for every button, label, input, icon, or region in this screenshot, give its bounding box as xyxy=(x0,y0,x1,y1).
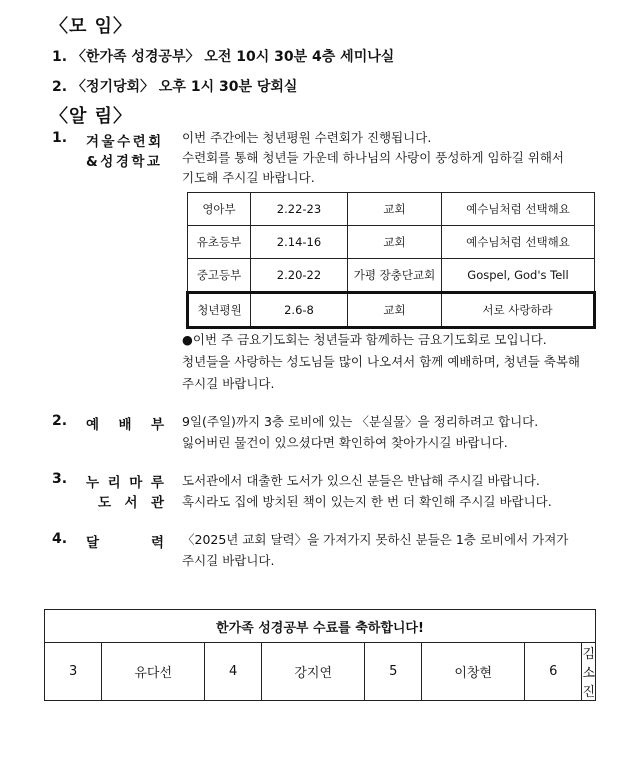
notice-2-line-1: 9일(주일)까지 3층 로비에 있는 〈분실물〉을 정리하려고 합니다. xyxy=(182,414,539,429)
notice-3-category-char: 마 xyxy=(129,475,143,491)
graduate-number: 5 xyxy=(365,643,422,701)
schedule-place: 교회 xyxy=(348,293,442,328)
schedule-dept: 중고등부 xyxy=(188,259,251,293)
schedule-theme: Gospel, God's Tell xyxy=(442,259,595,293)
schedule-dept: 청년평원 xyxy=(188,293,251,328)
graduate-number: 4 xyxy=(205,643,262,701)
table-row xyxy=(188,193,595,226)
notice-3-category-char: 리 xyxy=(107,475,121,491)
notice-3-category-char: 루 xyxy=(150,475,164,491)
notice-2-category-char: 예 xyxy=(86,417,100,433)
notice-1-number: 1. xyxy=(52,130,68,146)
table-row xyxy=(188,226,595,259)
table-row xyxy=(45,643,596,701)
schedule-date: 2.14-16 xyxy=(251,226,348,259)
notices-heading: 〈알 림〉 xyxy=(50,106,133,127)
schedule-date: 2.22-23 xyxy=(251,193,348,226)
notice-1-after-line-2: 청년들을 사랑하는 성도님들 많이 나오셔서 함께 예배하며, 청년들 축복해 xyxy=(182,354,581,369)
notice-2-line-2: 잃어버린 물건이 있으셨다면 확인하여 찾아가시길 바랍니다. xyxy=(182,435,508,450)
schedule-dept: 영아부 xyxy=(188,193,251,226)
schedule-theme: 서로 사랑하라 xyxy=(442,293,595,328)
schedule-place: 교회 xyxy=(348,226,442,259)
notice-4-category-char: 달 xyxy=(86,535,100,551)
schedule-date: 2.6-8 xyxy=(251,293,348,328)
gathering-item-1: 1. 〈한가족 성경공부〉 오전 10시 30분 4층 세미나실 xyxy=(52,49,395,65)
schedule-place: 가평 장충단교회 xyxy=(348,259,442,293)
graduate-name: 김소진 xyxy=(582,643,596,701)
notice-4-line-1: 〈2025년 교회 달력〉을 가져가지 못하신 분들은 1층 로비에서 가져가 xyxy=(182,532,569,547)
notice-3-category-char: 누 xyxy=(86,475,100,491)
table-row-highlighted xyxy=(188,293,595,328)
notice-1-category-line2: &성경학교 xyxy=(86,154,163,170)
notice-2-category-char: 부 xyxy=(150,417,164,433)
notice-1-after-line-1: ●이번 주 금요기도회는 청년들과 함께하는 금요기도회로 모입니다. xyxy=(182,332,547,347)
notice-4-number: 4. xyxy=(52,531,68,547)
congrats-title: 한가족 성경공부 수료를 축하합니다! xyxy=(45,610,596,643)
graduate-name: 유다선 xyxy=(102,643,205,701)
notice-2-category-char: 배 xyxy=(118,417,132,433)
notice-3-category-char: 관 xyxy=(150,495,164,511)
schedule-place: 교회 xyxy=(348,193,442,226)
graduate-name: 강지연 xyxy=(262,643,365,701)
notice-1-after-line-3: 주시길 바랍니다. xyxy=(182,376,275,391)
notice-3-category-char: 도 xyxy=(98,495,112,511)
schedule-theme: 예수님처럼 선택해요 xyxy=(442,226,595,259)
schedule-theme: 예수님처럼 선택해요 xyxy=(442,193,595,226)
notice-1-line-3: 기도해 주시길 바랍니다. xyxy=(182,170,315,185)
retreat-schedule-table xyxy=(186,192,596,329)
notice-3-line-1: 도서관에서 대출한 도서가 있으신 분들은 반납해 주시길 바랍니다. xyxy=(182,473,540,488)
notice-3-category-line2 xyxy=(86,491,164,511)
graduate-name: 이창현 xyxy=(422,643,525,701)
notice-3-line-2: 혹시라도 집에 방치된 책이 있는지 한 번 더 확인해 주시길 바랍니다. xyxy=(182,494,552,509)
notice-1-category-line1: 겨울수련회 xyxy=(86,134,164,150)
graduation-congrats-table xyxy=(44,609,596,701)
schedule-dept: 유초등부 xyxy=(188,226,251,259)
notice-1-line-1: 이번 주간에는 청년평원 수련회가 진행됩니다. xyxy=(182,130,432,145)
notice-4-line-2: 주시길 바랍니다. xyxy=(182,553,275,568)
notice-3-category-char: 서 xyxy=(124,495,138,511)
notice-2-category xyxy=(86,413,164,433)
notice-4-category-char: 력 xyxy=(150,535,164,551)
gathering-heading: 〈모 임〉 xyxy=(50,16,133,37)
schedule-date: 2.20-22 xyxy=(251,259,348,293)
notice-3-category-line1 xyxy=(86,471,164,491)
graduate-number: 6 xyxy=(525,643,582,701)
notice-4-category xyxy=(86,531,164,551)
gathering-item-2: 2. 〈정기당회〉 오후 1시 30분 당회실 xyxy=(52,79,298,95)
notice-2-number: 2. xyxy=(52,413,68,429)
notice-3-number: 3. xyxy=(52,471,68,487)
table-row xyxy=(188,259,595,293)
graduate-number: 3 xyxy=(45,643,102,701)
notice-1-line-2: 수련회를 통해 청년들 가운데 하나님의 사랑이 풍성하게 임하길 위해서 xyxy=(182,150,564,165)
